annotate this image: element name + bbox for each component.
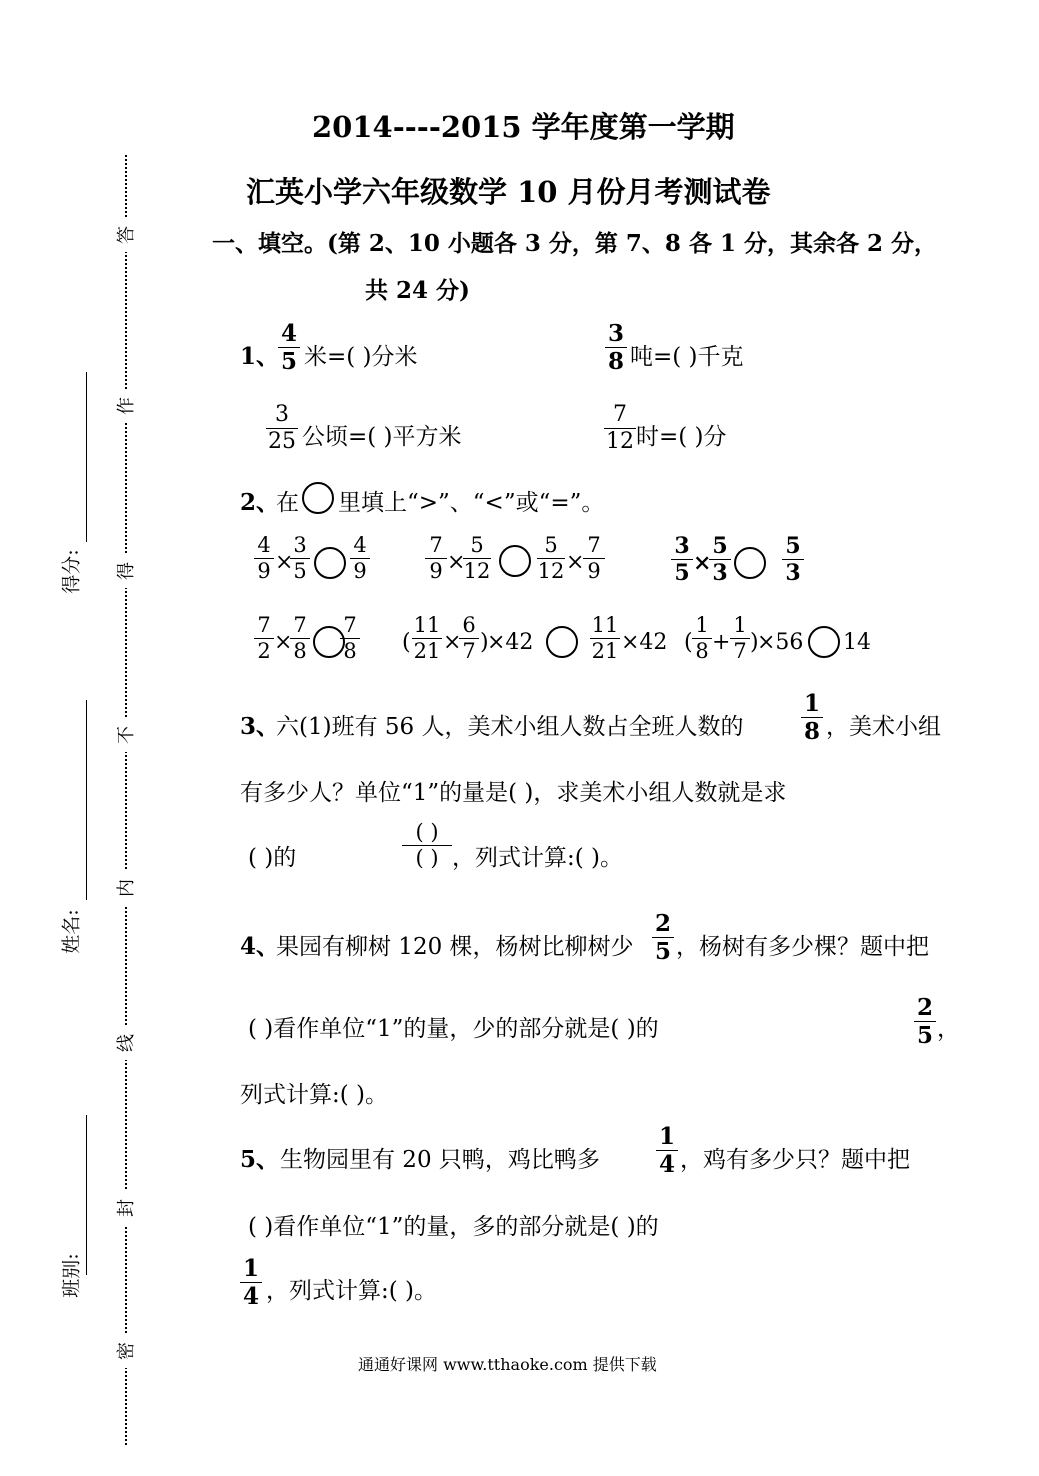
class-label: 班别: [60,1253,83,1298]
compare-circle-icon[interactable] [314,547,346,579]
q4-line1-end: ，杨树有多少棵？题中把 [676,934,929,960]
binding-dotted-line [125,155,127,1445]
q2-r2e2-f2: 6 7 [459,615,479,662]
seal-char: 答 [112,218,138,252]
q2-r1e3-f2: 5 3 [709,535,731,584]
class-underline[interactable] [86,1115,87,1275]
q2-r2e1-f1: 7 2 [254,615,274,662]
q2-r2e2-f3: 11 21 [591,613,619,663]
q2-text-after: 里填上“>”、“<”或“=”。 [338,490,605,516]
seal-char: 得 [112,554,138,588]
seal-char: 内 [112,871,138,905]
compare-circle-icon [302,482,334,514]
q5-fraction: 1 4 [656,1125,678,1176]
q4-line3: 列式计算:( )。 [240,1082,389,1108]
q1a-text: 米=( )分米 [304,344,418,370]
q2-r2e3-rhs: 14 [843,630,871,655]
score-label: 得分: [60,549,83,594]
q2-r1e2-f1: 7 9 [425,535,447,582]
q1c-text: 公顷=( )平方米 [302,424,462,450]
q4-line1: 果园有柳树 120 棵，杨树比柳树少 [276,934,634,960]
q5-number: 5、 [240,1146,280,1173]
q3-line3a: ( )的 [248,845,297,871]
score-underline [86,372,87,542]
q5-fraction-2: 1 4 [240,1257,262,1308]
seal-char: 封 [112,1191,138,1225]
q3-line1: 六(1)班有 56 人，美术小组人数占全班人数的 [276,714,744,740]
q1b-text: 吨=( )千克 [630,344,744,370]
q5-line2: ( )看作单位“1”的量，多的部分就是( )的 [248,1214,659,1240]
q5-line3: ，列式计算:( )。 [266,1278,438,1304]
q2-r1e2-f2: 5 12 [463,533,491,583]
q2-r2e2-mult: ×42 [487,630,534,655]
q4-number: 4、 [240,933,280,960]
q2-r2e3-f1: 1 8 [692,615,712,662]
section1-heading-cont: 共 24 分) [365,277,470,304]
q3-line2: 有多少人？单位“1”的量是( )，求美术小组人数就是求 [240,780,787,806]
q2-text-before: 在 [276,490,299,516]
compare-circle-icon[interactable] [734,547,766,579]
compare-circle-icon[interactable] [546,626,578,658]
seal-char: 线 [112,1026,138,1060]
q1a-fraction: 4 5 [278,322,300,373]
q2-r1e1-f3: 4 9 [350,535,370,582]
q2-number: 2、 [240,489,280,516]
q5-line1: 生物园里有 20 只鸭，鸡比鸭多 [280,1147,600,1173]
q1-number: 1、 [240,343,280,370]
q3-fraction: 1 8 [801,692,823,743]
q2-r2e3-mult: ×56 [757,630,804,655]
q2-r1e1-f2: 3 5 [290,535,310,582]
q2-r1e3-f1: 3 5 [671,535,693,584]
q3-line1-end: ，美术小组 [826,714,941,740]
q2-r2e1-f2: 7 8 [290,615,310,662]
q1c-fraction: 3 25 [268,402,296,454]
q2-r2e2-mult2: ×42 [621,630,668,655]
q4-fraction: 2 5 [652,912,674,963]
seal-char: 作 [112,389,138,423]
name-label: 姓名: [60,909,83,954]
compare-circle-icon[interactable] [499,545,531,577]
exam-title-line1: 2014----2015 学年度第一学期 [312,110,735,144]
seal-char: 不 [112,718,138,752]
section1-heading: 一、填空。(第 2、10 小题各 3 分，第 7、8 各 1 分，其余各 2 分， [212,230,937,257]
exam-title-line2: 汇英小学六年级数学 10 月份月考测试卷 [246,175,771,209]
q3-line3b: ，列式计算:( )。 [452,845,624,871]
seal-char: 密 [112,1334,138,1368]
q4-line2: ( )看作单位“1”的量，少的部分就是( )的 [248,1016,659,1042]
q2-r1e3-f3: 5 3 [782,535,804,584]
q4-fraction-2: 2 5 [914,996,936,1047]
q1d-text: 时=( )分 [636,424,727,450]
name-underline[interactable] [86,700,87,900]
q2-r1e2-f4: 7 9 [583,535,605,582]
q3-number: 3、 [240,713,280,740]
footer-credit: 通通好课网 www.tthaoke.com 提供下载 [358,1355,657,1374]
q2-r2e1-f3: 7 8 [340,615,360,662]
compare-circle-icon[interactable] [808,626,840,658]
q2-r1e2-f3: 5 12 [537,533,565,583]
q2-r1e1-f1: 4 9 [254,535,274,582]
q2-r2e2-f1: 11 21 [413,613,441,663]
q1d-fraction: 7 12 [606,402,634,454]
q5-line1-end: ，鸡有多少只？题中把 [680,1147,910,1173]
q3-blank-fraction[interactable]: ( ) ( ) [402,822,452,869]
q1b-fraction: 3 8 [605,322,627,373]
q2-r2e3-f2: 1 7 [730,615,750,662]
